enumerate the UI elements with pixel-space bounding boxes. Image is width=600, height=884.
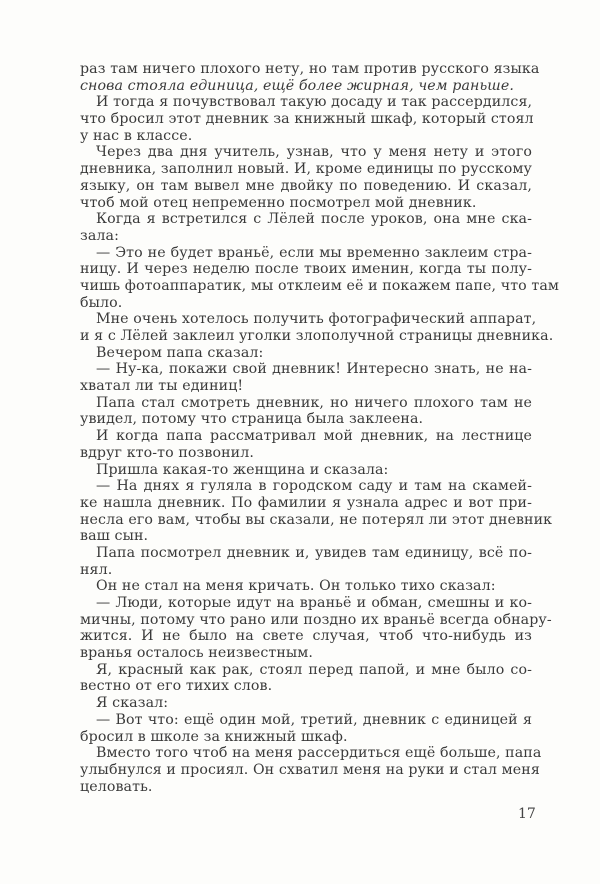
text-line: — Люди, которые идут на враньё и обман, смешны и ко-	[96, 595, 532, 611]
text-line: улыбнулся и просиял. Он схватил меня на руки и стал меня	[80, 761, 540, 778]
text-line: мичны, потому что рано или поздно их враньё всегда обнару-	[80, 611, 552, 628]
text-line: ке нашла дневник. По фамилии я узнала адрес и вот при-	[80, 494, 532, 511]
text-line: у нас в классе.	[80, 127, 193, 144]
text-line: — На днях я гуляла в городском саду и там на скамей-	[96, 478, 532, 495]
text-line: И тогда я почувствовал такую досаду и так рассердился,	[96, 94, 533, 111]
text-line: И когда папа рассматривал мой дневник, на лестнице	[96, 428, 532, 445]
text-line: снова стояла единица, ещё более жирная, чем раньше.	[80, 77, 514, 94]
text-line: дневника, заполнил новый. И, кроме единицы по русскому	[80, 161, 532, 178]
text-line: Пришла какая-то женщина и сказала:	[96, 461, 389, 478]
text-line: вдруг кто-то позвонил.	[80, 444, 254, 461]
text-line: что бросил этот дневник за книжный шкаф, который стоял	[80, 111, 534, 128]
text-line: жится. И не было на свете случая, чтоб что-нибудь из	[80, 628, 532, 645]
text-line: вранья осталось неизвестным.	[80, 645, 314, 662]
text-line: хватал ли ты единиц!	[80, 378, 244, 395]
page-body-text	[80, 61, 560, 795]
text-line: языку, он там вывел мне двойку по поведению. И сказал,	[80, 177, 532, 194]
text-line: ваш сын.	[80, 528, 149, 545]
text-line: ницу. И через неделю после твоих именин, когда ты полу-	[80, 261, 532, 278]
text-line: Он не стал на меня кричать. Он только тихо сказал:	[96, 578, 496, 595]
text-line: чтоб мой отец непременно посмотрел мой дневник.	[80, 194, 477, 211]
text-line: увидел, потому что страница была заклеена.	[80, 411, 424, 428]
text-line: Папа стал смотреть дневник, но ничего плохого там не	[96, 394, 532, 411]
text-line: — Вот что: ещё один мой, третий, дневник с единицей я	[96, 711, 532, 728]
text-line: нял.	[80, 561, 113, 578]
text-line: бросил в школе за книжный шкаф.	[80, 728, 348, 745]
text-line: целовать.	[80, 778, 153, 795]
text-line: зала:	[80, 227, 119, 244]
text-line: Мне очень хотелось получить фотографический аппарат,	[96, 311, 537, 328]
text-line: Через два дня учитель, узнав, что у меня нету и этого	[96, 144, 532, 161]
text-line: Я, красный как рак, стоял перед папой, и мне было со-	[96, 661, 532, 678]
text-line: раз там ничего плохого нету, но там против русского языка	[80, 61, 540, 77]
text-line: Вечером папа сказал:	[96, 344, 264, 361]
text-line: Когда я встретился с Лёлей после уроков, она мне ска-	[96, 211, 532, 228]
page-number: 17	[518, 806, 536, 822]
text-line: Вместо того чтоб на меня рассердиться ещё больше, папа	[96, 745, 542, 762]
text-line: — Ну-ка, покажи свой дневник! Интересно знать, не на-	[96, 361, 532, 378]
text-line: вестно от его тихих слов.	[80, 678, 273, 695]
text-line: и я с Лёлей заклеил уголки злополучной страницы дневника.	[80, 328, 554, 344]
text-line: — Это не будет враньё, если мы временно заклеим стра-	[96, 244, 532, 261]
text-line: Я сказал:	[96, 695, 169, 712]
text-line: Папа посмотрел дневник и, увидев там единицу, всё по-	[96, 544, 532, 561]
text-line: несла его вам, чтобы вы сказали, не потерял ли этот дневник	[80, 511, 553, 528]
text-line: было.	[80, 294, 123, 311]
text-line: чишь фотоаппаратик, мы отклеим её и покажем папе, что там	[80, 277, 560, 294]
